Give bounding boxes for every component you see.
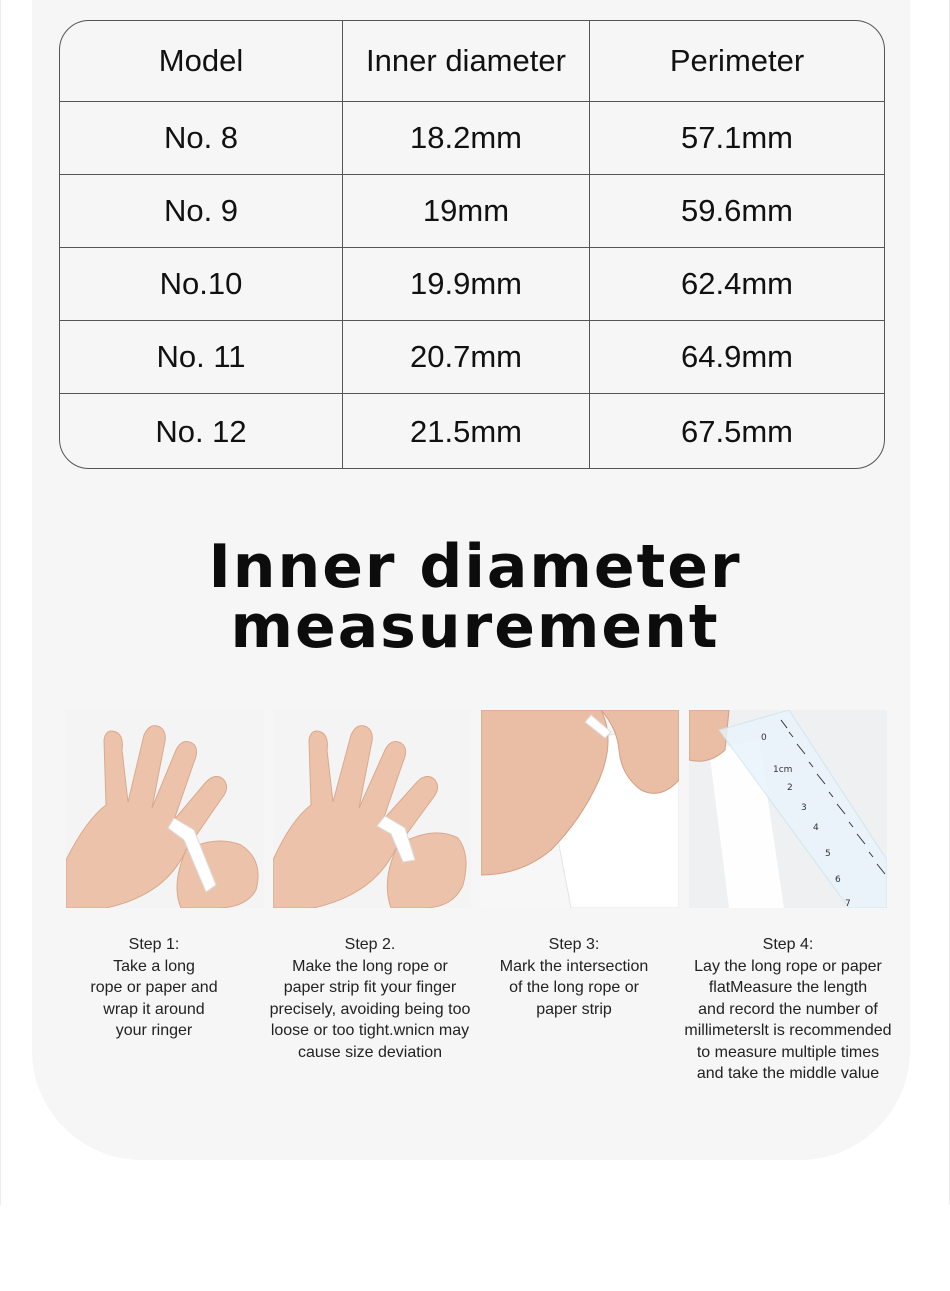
header-model: Model [60,21,343,101]
step-line: Mark the intersection [499,957,649,975]
step-label: Step 4: [762,936,814,953]
step-line: of the long rope or [509,979,639,996]
step-2-caption [260,934,480,1063]
header-perimeter: Perimeter [669,43,805,78]
step-line: wrap it around [103,1000,205,1018]
model-cell: No.10 [60,248,343,320]
table-row [60,320,884,393]
table-row [60,101,884,174]
model-cell: No. 11 [60,321,343,393]
section-title-line1: Inner diameter [208,532,742,602]
step2-photo [273,710,471,908]
step4-photo [689,710,887,908]
ruler-mark-2: 2 [787,783,793,793]
inner-diameter-cell: 20.7mm [343,321,590,393]
step1-photo [66,710,264,908]
step-line: paper strip fit your finger [283,979,457,996]
ruler-mark-1cm: 1cm [773,765,793,775]
inner-diameter-cell: 19mm [343,175,590,247]
step-line: paper strip [536,1000,612,1018]
step-label: Step 2. [344,936,396,953]
inner-diameter-cell: 19.9mm [343,248,590,320]
model-cell: No. 8 [60,102,343,174]
inner-diameter-cell: 21.5mm [343,394,590,469]
step-label: Step 1: [128,936,180,953]
ruler-mark-5: 5 [825,849,831,859]
step-3-caption [464,934,684,1020]
perimeter-cell: 67.5mm [681,414,793,449]
table-row [60,174,884,247]
ruler-mark-7: 7 [845,899,851,908]
step-line: loose or too tight.wnicn may [270,1022,470,1039]
table-row [60,247,884,320]
inner-diameter-cell: 18.2mm [343,102,590,174]
step-line: Take a long [113,957,195,975]
ring-size-table [59,20,885,469]
step-line: flatMeasure the length [708,979,868,996]
ruler-mark-4: 4 [813,823,819,833]
step-label: Step 3: [548,936,600,953]
step-line: precisely, avoiding being too [269,1000,471,1018]
perimeter-cell: 57.1mm [681,120,793,155]
step-line: and take the middle value [696,1065,880,1082]
table-header-row [60,21,884,101]
table-row [60,393,884,469]
model-cell: No. 12 [60,394,343,469]
header-inner-diameter: Inner diameter [343,21,590,101]
ruler-mark-6: 6 [835,875,841,885]
ruler-mark-3: 3 [801,803,807,813]
perimeter-cell: 62.4mm [681,266,793,301]
ruler-mark-0: 0 [761,733,767,743]
step-line: millimeterslt is recommended [684,1022,892,1039]
step-line: Lay the long rope or paper [694,957,882,975]
perimeter-cell: 59.6mm [681,193,793,228]
step3-photo [481,710,679,908]
step-line: rope or paper and [90,979,218,996]
step-1-caption [44,934,264,1042]
step-line: to measure multiple times [696,1043,880,1061]
step-line: cause size deviation [297,1043,443,1061]
step-line: your ringer [115,1022,193,1039]
section-title-line2: measurement [230,592,720,662]
step-4-caption [678,934,898,1085]
step-line: Make the long rope or [292,957,448,975]
perimeter-cell: 64.9mm [681,339,793,374]
step-line: and record the number of [698,1000,878,1018]
model-cell: No. 9 [60,175,343,247]
